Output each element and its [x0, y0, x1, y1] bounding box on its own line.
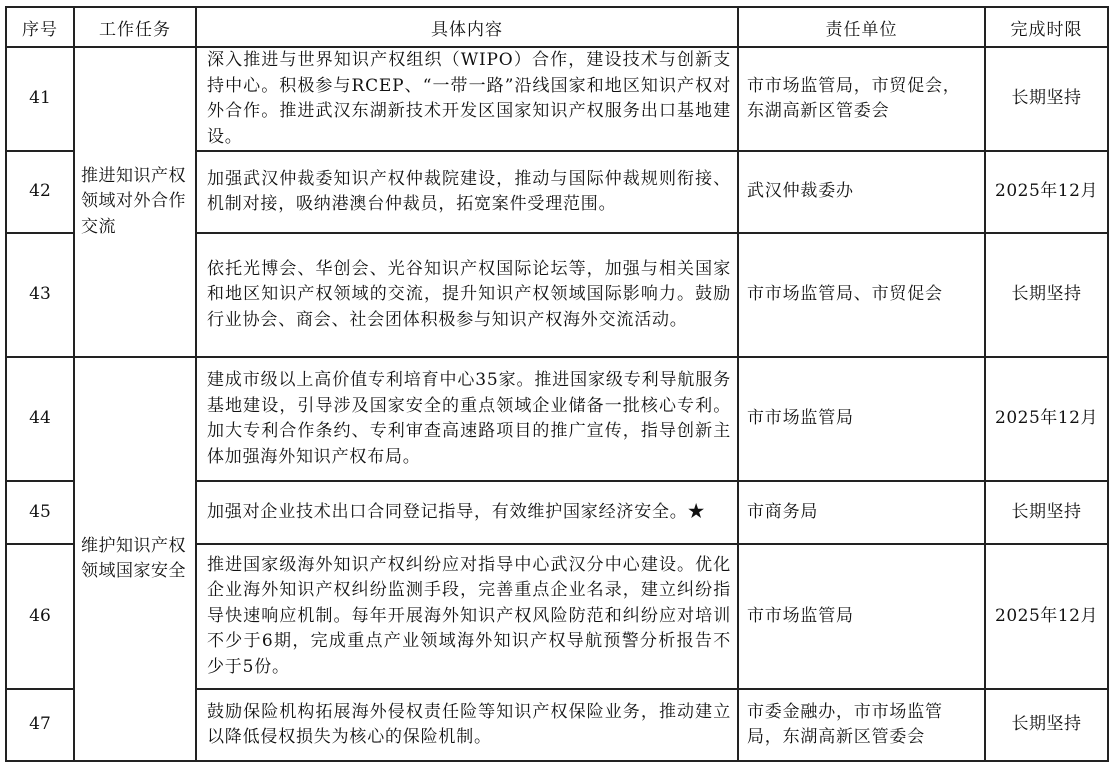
row-num: 46	[6, 544, 74, 689]
table-row	[6, 47, 1108, 151]
row-deadline: 2025年12月	[985, 544, 1108, 689]
row-deadline: 2025年12月	[985, 151, 1108, 233]
header-row	[6, 7, 1108, 47]
row-content: 加强对企业技术出口合同登记指导，有效维护国家经济安全。★	[196, 481, 738, 544]
row-content: 依托光博会、华创会、光谷知识产权国际论坛等，加强与相关国家和地区知识产权领域的交流，提升知识产权领域国际影响力。鼓励行业协会、商会、社会团体积极参与知识产权海外交流活动。	[196, 233, 738, 357]
task-group-security: 维护知识产权领域国家安全	[74, 357, 196, 761]
row-unit: 市委金融办，市市场监管局，东湖高新区管委会	[738, 689, 985, 761]
row-num: 47	[6, 689, 74, 761]
task-group-cooperation: 推进知识产权领域对外合作交流	[74, 47, 196, 357]
row-num: 44	[6, 357, 74, 481]
row-unit: 市市场监管局，市贸促会，东湖高新区管委会	[738, 47, 985, 151]
row-num: 42	[6, 151, 74, 233]
task-table	[5, 6, 1109, 762]
row-num: 45	[6, 481, 74, 544]
row-deadline: 2025年12月	[985, 357, 1108, 481]
row-deadline: 长期坚持	[985, 47, 1108, 151]
row-content: 建成市级以上高价值专利培育中心35家。推进国家级专利导航服务基地建设，引导涉及国家安全的重点领域企业储备一批核心专利。加大专利合作条约、专利审查高速路项目的推广宣传，指导创新主体加强海外知识产权布局。	[196, 357, 738, 481]
header-task: 工作任务	[74, 7, 196, 47]
header-content: 具体内容	[196, 7, 738, 47]
row-unit: 市商务局	[738, 481, 985, 544]
row-unit: 武汉仲裁委办	[738, 151, 985, 233]
row-content: 深入推进与世界知识产权组织（WIPO）合作，建设技术与创新支持中心。积极参与RCEP、“一带一路”沿线国家和地区知识产权对外合作。推进武汉东湖新技术开发区国家知识产权服务出口基地建设。	[196, 47, 738, 151]
row-num: 41	[6, 47, 74, 151]
document-page	[5, 6, 1107, 762]
header-num: 序号	[6, 7, 74, 47]
row-content: 鼓励保险机构拓展海外侵权责任险等知识产权保险业务，推动建立以降低侵权损失为核心的保险机制。	[196, 689, 738, 761]
header-deadline: 完成时限	[985, 7, 1108, 47]
row-unit: 市市场监管局	[738, 357, 985, 481]
row-content: 加强武汉仲裁委知识产权仲裁院建设，推动与国际仲裁规则衔接、机制对接，吸纳港澳台仲裁员，拓宽案件受理范围。	[196, 151, 738, 233]
row-deadline: 长期坚持	[985, 481, 1108, 544]
row-unit: 市市场监管局	[738, 544, 985, 689]
header-unit: 责任单位	[738, 7, 985, 47]
row-deadline: 长期坚持	[985, 233, 1108, 357]
table-row	[6, 357, 1108, 481]
row-num: 43	[6, 233, 74, 357]
row-unit: 市市场监管局、市贸促会	[738, 233, 985, 357]
row-deadline: 长期坚持	[985, 689, 1108, 761]
row-content: 推进国家级海外知识产权纠纷应对指导中心武汉分中心建设。优化企业海外知识产权纠纷监测手段，完善重点企业名录，建立纠纷指导快速响应机制。每年开展海外知识产权风险防范和纠纷应对培训不少于6期，完成重点产业领域海外知识产权导航预警分析报告不少于5份。	[196, 544, 738, 689]
